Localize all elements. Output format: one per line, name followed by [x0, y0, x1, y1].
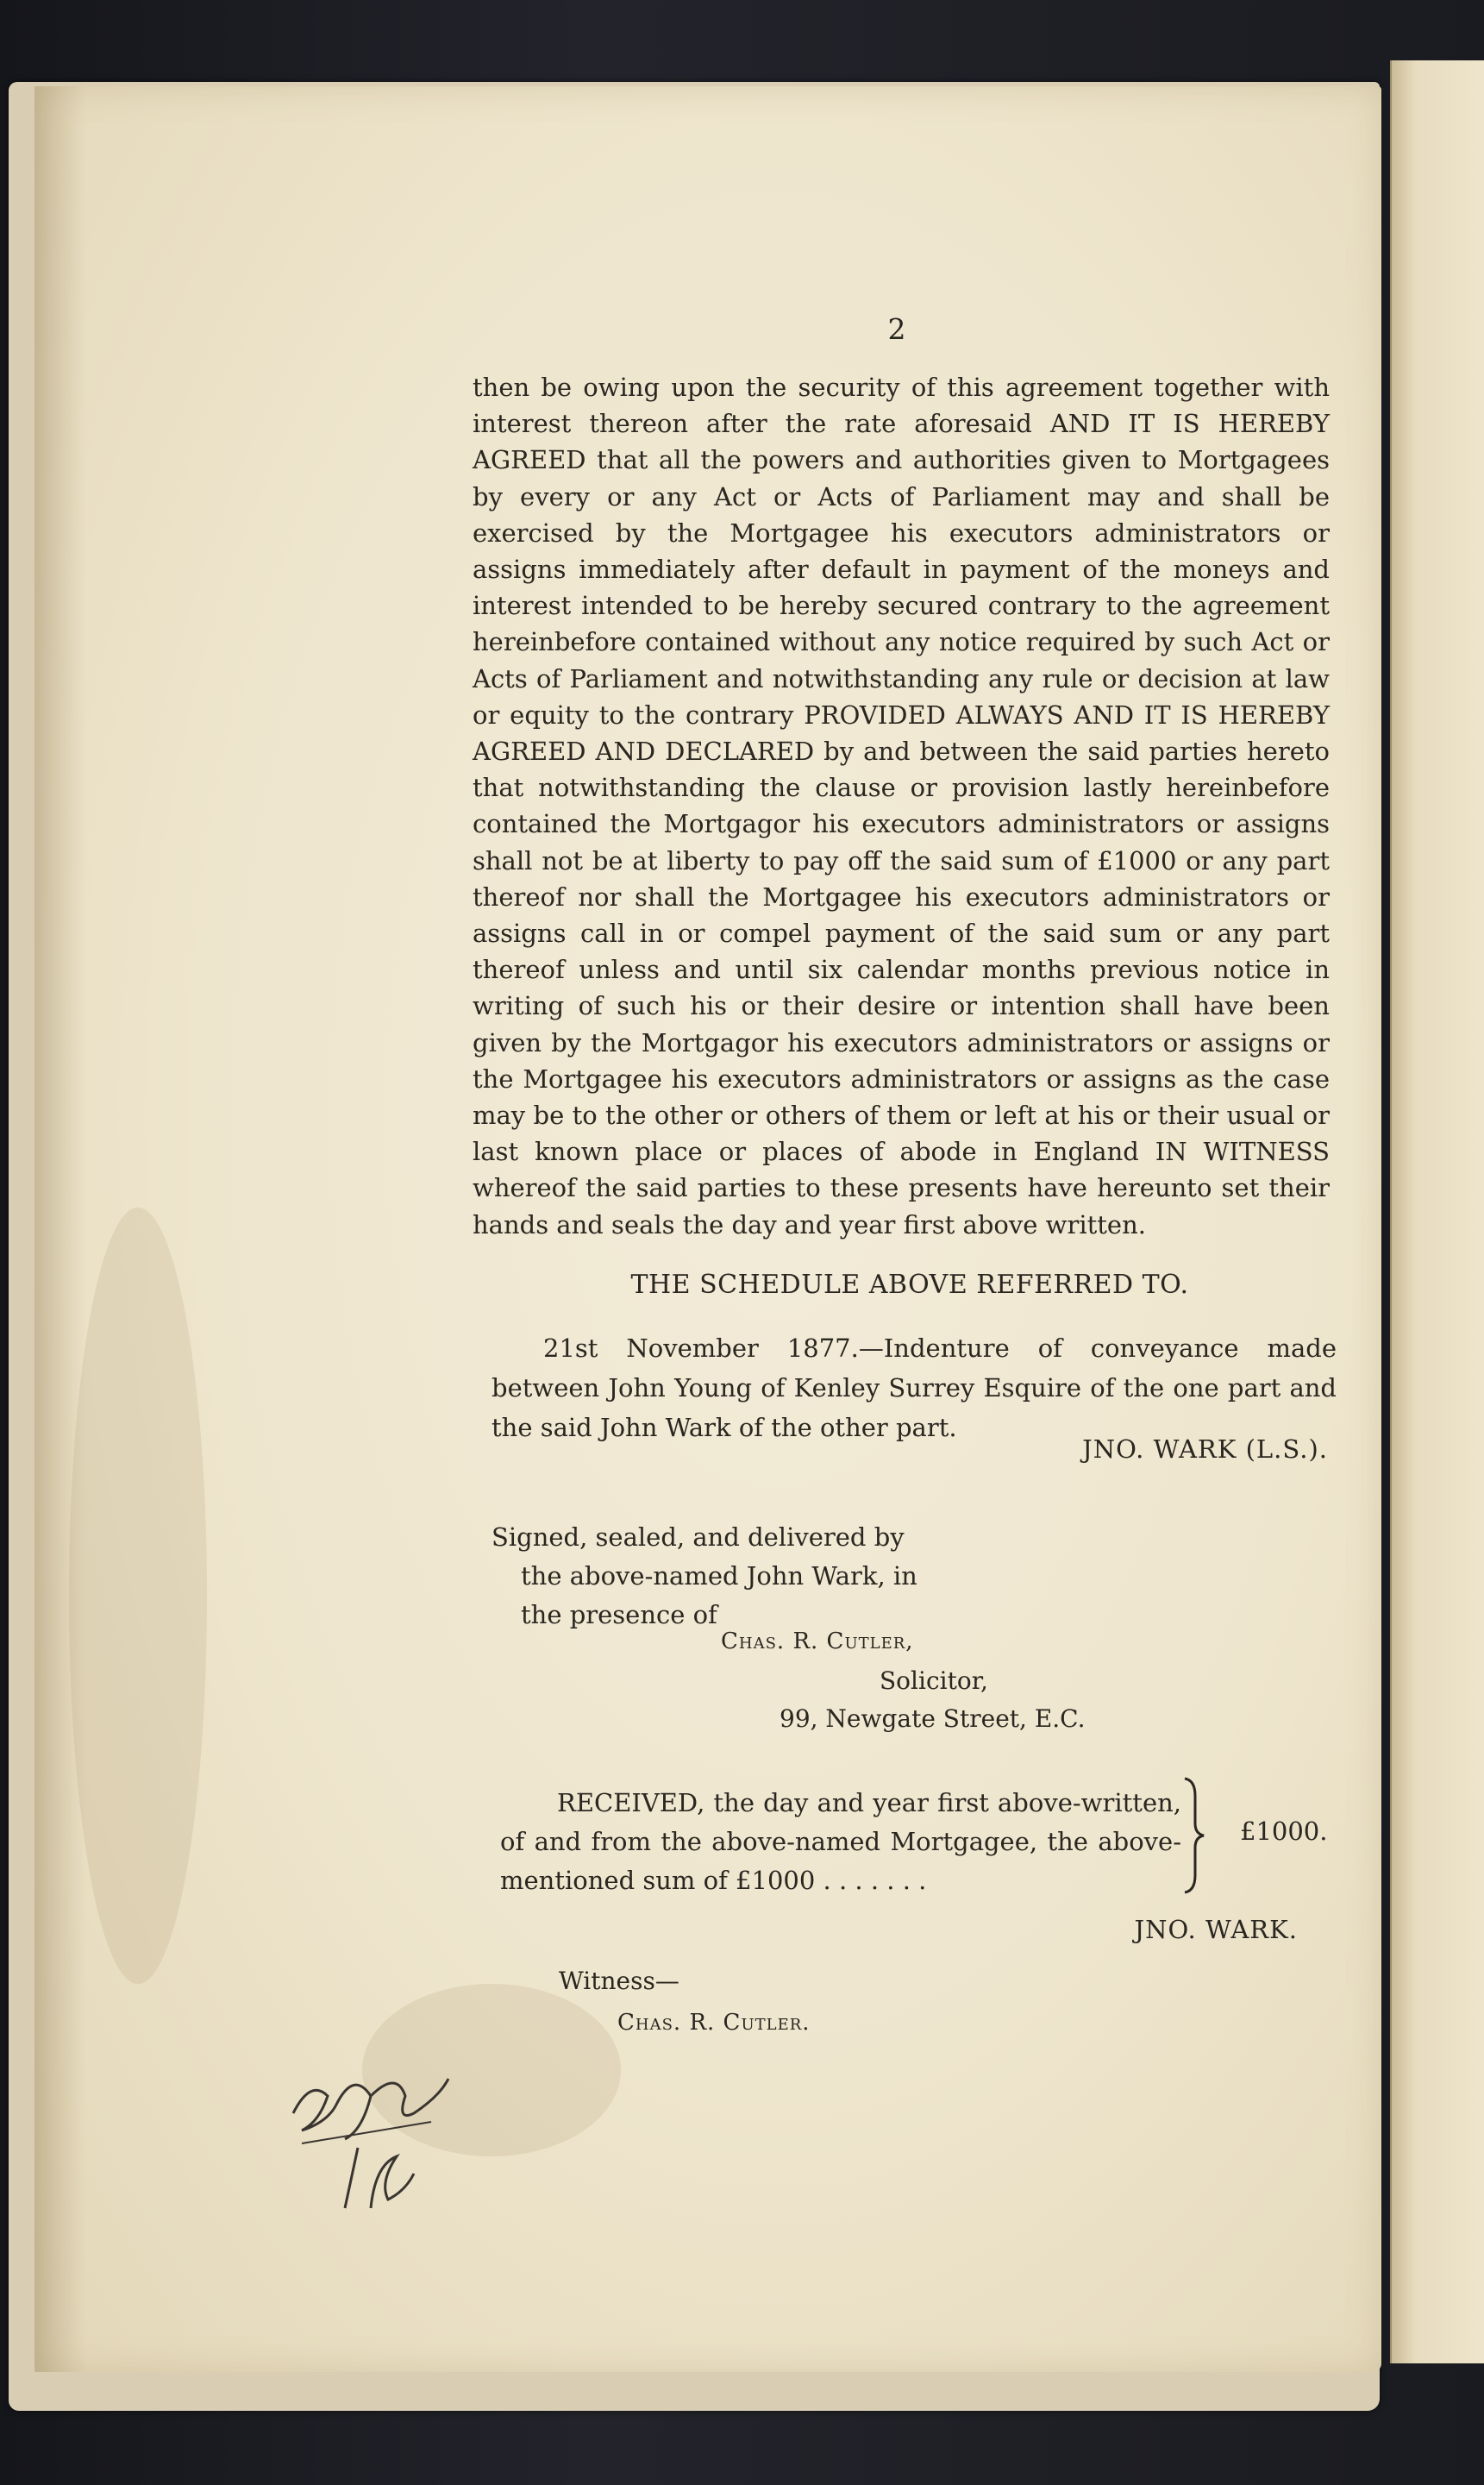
attestation-line-1: Signed, sealed, and delivered by	[492, 1522, 905, 1552]
witness-label: Witness—	[559, 1967, 679, 1995]
attestation-line-2: the above-named John Wark, in	[521, 1561, 917, 1591]
page-number: 2	[887, 312, 906, 346]
mortgagor-signature: JNO. WARK (L.S.).	[1082, 1434, 1328, 1464]
schedule-entry	[492, 1328, 1337, 1447]
receipt-witness-name: Chas. R. Cutler.	[617, 2010, 811, 2036]
handwritten-annotation-icon	[276, 2061, 466, 2217]
schedule-entry-text: 21st November 1877.—Indenture of conveyance made between John Young of Kenley Surrey Esquire of the one part and the said John Wark of the other part.	[492, 1333, 1337, 1442]
deed-body-text	[473, 369, 1330, 1243]
adjacent-page-edge	[1390, 60, 1484, 2363]
curly-brace-icon	[1181, 1775, 1207, 1896]
body-paragraph: then be owing upon the security of this agreement together with interest thereon after the rate aforesaid AND IT IS HEREBY AGREED that all the powers and authorities given to Mortgagees by every or any Act or Acts of Parliament may and shall be exercised by the Mortgagee his executors administrators or assigns immediately after default in payment of the moneys and interest intended to be hereby secured contrary to the agreement hereinbefore contained without any notice required by such Act or Acts of Parliament and notwithstanding any rule or decision at law or equity to the contrary PROVIDED ALWAYS AND IT IS HEREBY AGREED AND DECLARED by and between the said parties hereto that notwithstanding the clause or provision lastly hereinbefore contained the Mortgagor his executors administrators or assigns shall not be at liberty to pay off the said sum of £1000 or any part thereof nor shall the Mortgagee his executors administrators or assigns call in or compel payment of the said sum or any part thereof unless and until six calendar months previous notice in writing of such his or their desire or intention shall have been given by the Mortgagor his executors administrators or assigns or the Mortgagee his executors administrators or assigns as the case may be to the other or others of them or left at his or their usual or last known place or places of abode in England IN WITNESS whereof the said parties to these presents have hereunto set their hands and seals the day and year first above written.	[473, 373, 1330, 1239]
attestation-line-3: the presence of	[521, 1600, 717, 1629]
schedule-heading: THE SCHEDULE ABOVE REFERRED TO.	[630, 1270, 1189, 1300]
receipt-clause	[500, 1784, 1181, 1900]
attestation-clause	[492, 1518, 1009, 1635]
witness-name: Chas. R. Cutler,	[721, 1628, 914, 1654]
witness-address: 99, Newgate Street, E.C.	[780, 1704, 1086, 1733]
paper-stain	[69, 1208, 207, 1984]
witness-title: Solicitor,	[880, 1666, 988, 1695]
receipt-amount: £1000.	[1240, 1817, 1328, 1846]
page-fold-shadow	[34, 86, 86, 2372]
receipt-signature: JNO. WARK.	[1134, 1915, 1298, 1944]
receipt-text: RECEIVED, the day and year first above-written, of and from the above-named Mortgagee, the above-mentioned sum of £1000 . . . . . . .	[500, 1788, 1181, 1895]
